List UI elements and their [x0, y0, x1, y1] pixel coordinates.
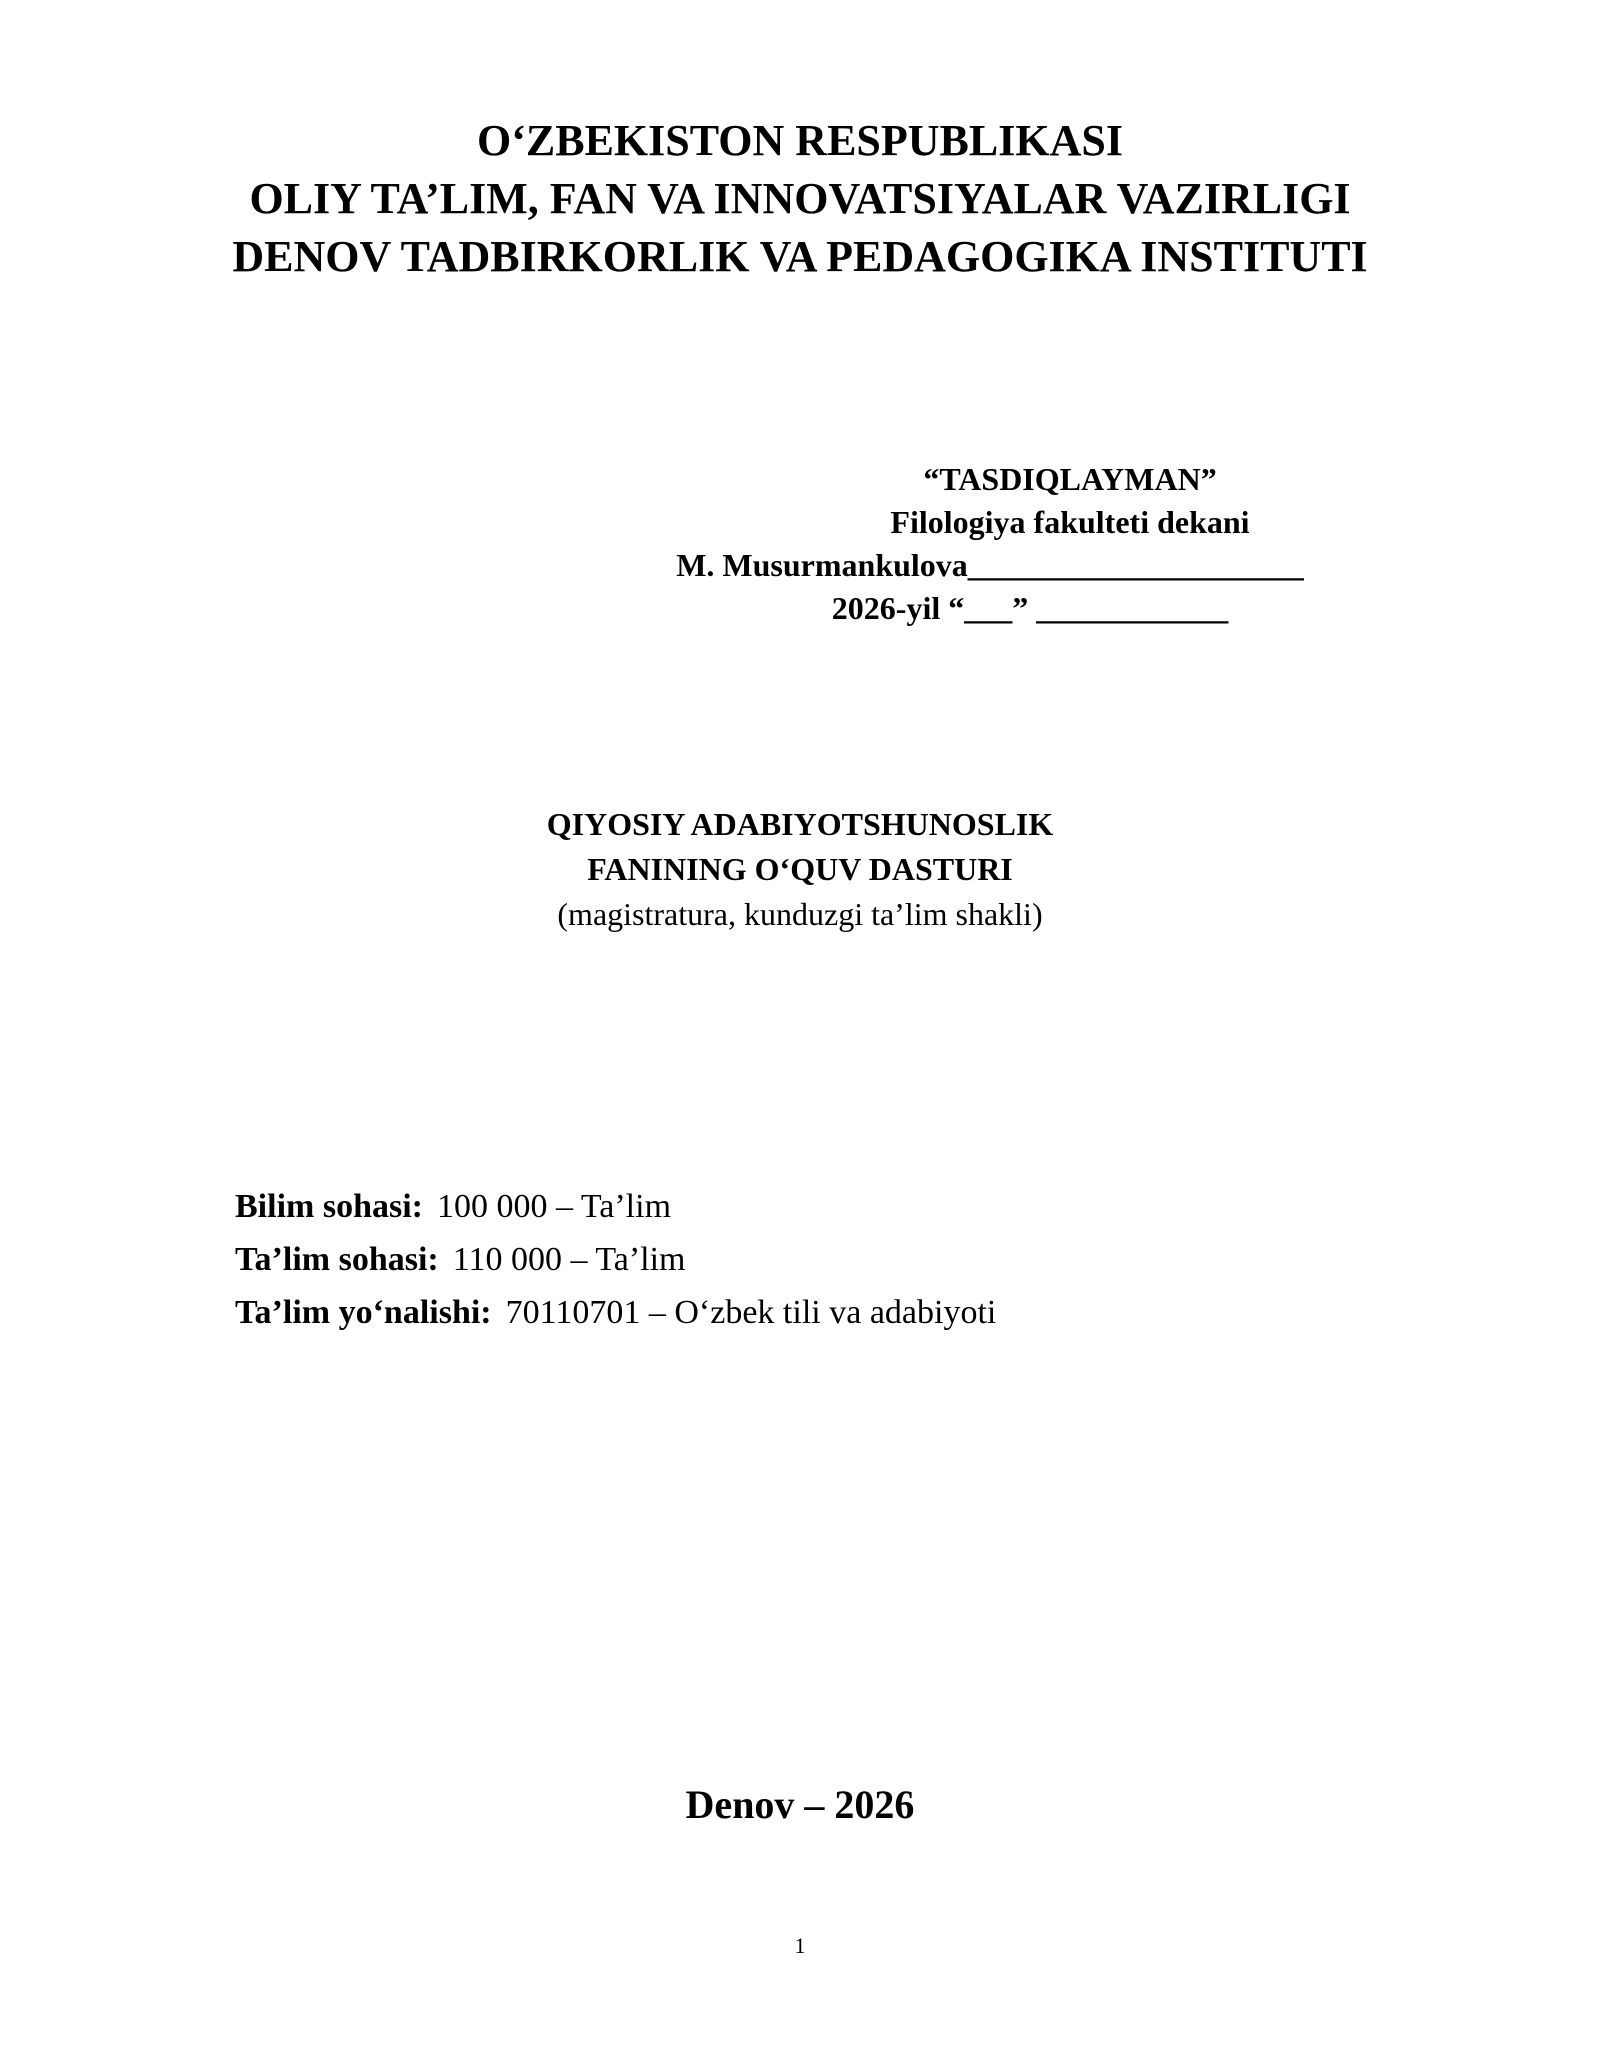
info-label: Ta’lim yo‘nalishi: [235, 1294, 492, 1331]
approval-block [640, 458, 1400, 630]
approval-position: Filologiya fakulteti dekani [890, 504, 1250, 540]
info-label: Bilim sohasi: [235, 1188, 423, 1225]
info-list [235, 1180, 996, 1339]
info-row [235, 1180, 996, 1233]
header-ministry-country: O‘ZBEKISTON RESPUBLIKASI [477, 116, 1123, 165]
document-header [0, 112, 1600, 286]
document-title [0, 802, 1600, 937]
info-label: Ta’lim sohasi: [235, 1241, 439, 1278]
title-line-2: FANINING O‘QUV DASTURI [587, 851, 1013, 887]
info-value: 70110701 – O‘zbek tili va adabiyoti [505, 1294, 997, 1331]
place-year: Denov – 2026 [685, 1782, 915, 1827]
title-line-1: QIYOSIY ADABIYOTSHUNOSLIK [546, 806, 1054, 842]
header-ministry: OLIY TA’LIM, FAN VA INNOVATSIYALAR VAZIRLIGI [249, 174, 1351, 223]
info-value: 110 000 – Ta’lim [452, 1241, 686, 1278]
approval-date-line: 2026-yil “___” ____________ [831, 590, 1229, 626]
info-row [235, 1286, 996, 1339]
approval-signature-line: M. Musurmankulova_____________________ [676, 547, 1304, 583]
title-subtitle: (magistratura, kunduzgi ta’lim shakli) [557, 896, 1043, 932]
info-value: 100 000 – Ta’lim [436, 1188, 672, 1225]
approval-stamp: “TASDIQLAYMAN” [923, 461, 1217, 497]
header-institute: DENOV TADBIRKORLIK VA PEDAGOGIKA INSTITUTI [232, 232, 1368, 281]
info-row [235, 1233, 996, 1286]
page-number: 1 [794, 1933, 806, 1958]
